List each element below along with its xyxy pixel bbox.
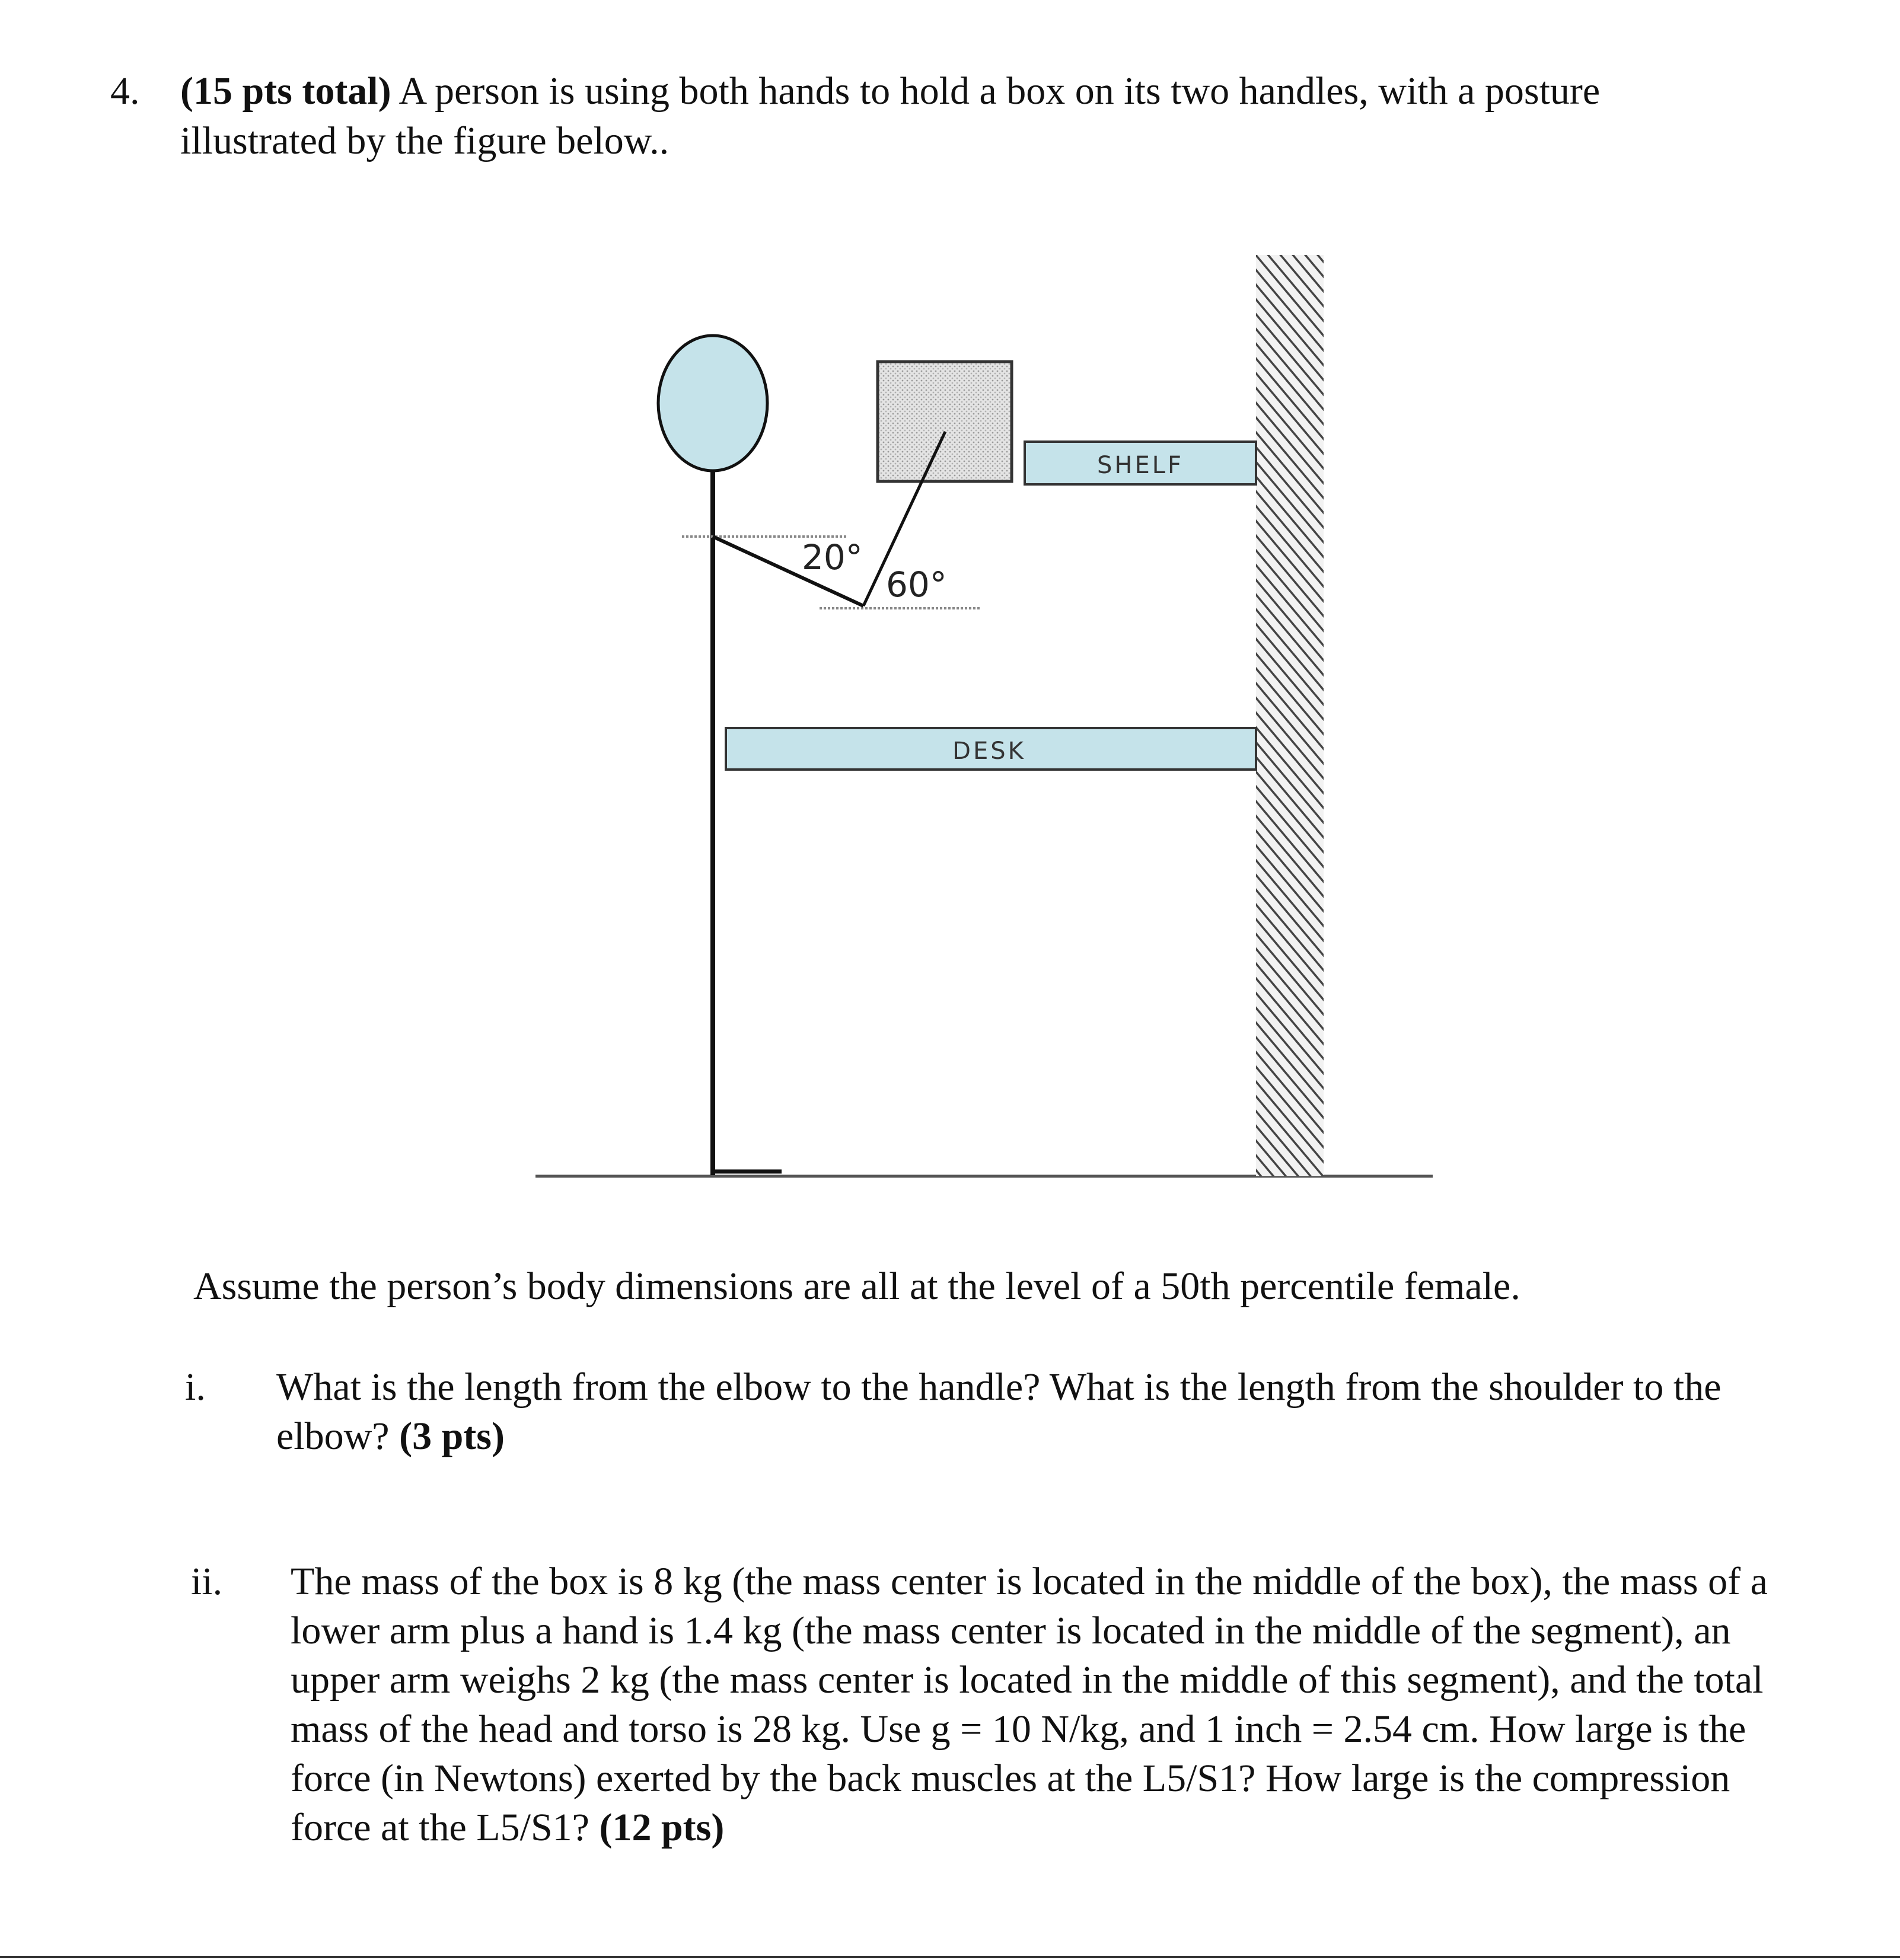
wall	[1256, 255, 1324, 1176]
subquestion-text-block	[276, 1362, 1774, 1461]
bottom-divider	[0, 1956, 1900, 1958]
question-number: 4.	[110, 69, 140, 113]
subquestion-number: i.	[185, 1365, 206, 1409]
subquestion-ii	[191, 1557, 1780, 1852]
assumption-text: Assume the person’s body dimensions are all at the level of a 50th percentile female.	[193, 1265, 1520, 1308]
shelf-label: SHELF	[1096, 452, 1184, 479]
subquestion-points: (3 pts)	[399, 1415, 505, 1458]
head	[658, 336, 767, 471]
subquestion-text-block	[291, 1557, 1780, 1852]
angle-label-20: 20°	[802, 537, 863, 577]
subquestion-i	[185, 1362, 1774, 1461]
subquestion-text: What is the length from the elbow to the handle? What is the length from the shoulder to the elbow?	[276, 1365, 1722, 1458]
box	[878, 362, 1012, 481]
angle-label-60: 60°	[886, 564, 947, 605]
desk-label: DESK	[952, 738, 1026, 765]
subquestion-number: ii.	[191, 1560, 223, 1603]
question-points: (15 pts total)	[180, 69, 391, 113]
question-text: A person is using both hands to hold a box on its two handles, with a posture illustrated by the figure below..	[180, 69, 1601, 162]
subquestion-text: The mass of the box is 8 kg (the mass center is located in the middle of the box), the mass of a lower arm plus a hand is 1.4 kg (the mass center is located in the middle of the segment), an upper arm weighs 2 kg (the mass center is located in the middle of this segment), and the total mass of the head and torso is 28 kg. Use g = 10 N/kg, and 1 inch = 2.54 cm. How large is the force (in Newtons) exerted by the back muscles at the L5/S1? How large is the compression force at the L5/S1?	[291, 1560, 1768, 1849]
subquestion-points: (12 pts)	[599, 1806, 725, 1849]
